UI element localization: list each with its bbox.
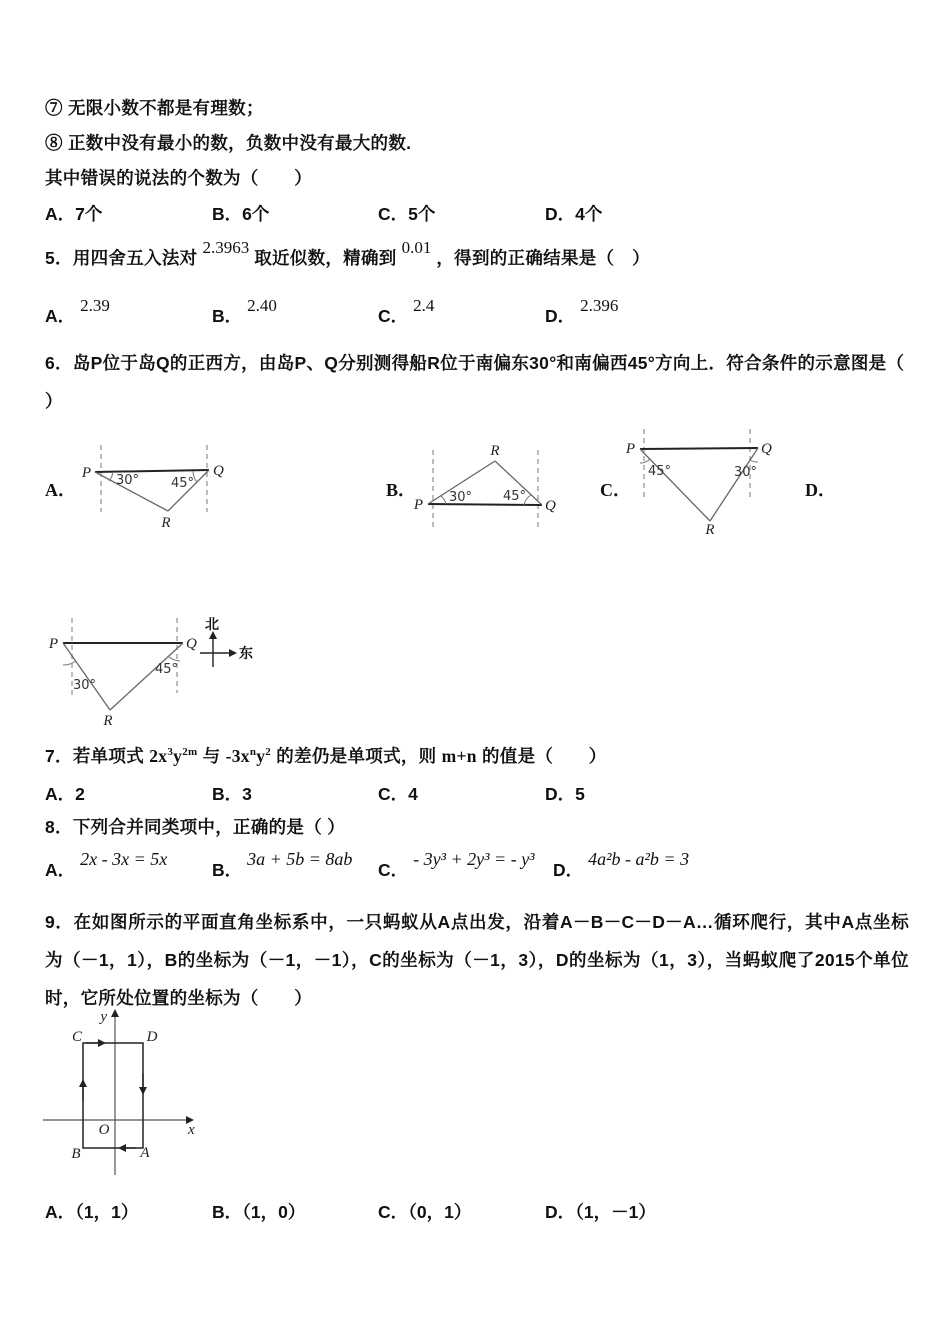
q7-text: 的值是（ ） [476, 746, 607, 766]
q7-math: y [256, 746, 266, 766]
point-p-label: P [413, 497, 423, 513]
point-p-label: P [625, 441, 635, 457]
north-label: 北 [205, 616, 219, 632]
bearing-diagram-d [40, 605, 300, 745]
option-c: C．4 [378, 784, 418, 804]
q7-sup: n [249, 746, 257, 758]
option-d: D．5 [545, 784, 585, 804]
option-expression: - 3y³ + 2y³ = - y³ [413, 849, 535, 869]
option-b: B．3 [212, 784, 252, 804]
q7-text: 与 [197, 746, 226, 766]
angle-q-label: 45° [155, 662, 179, 677]
point-q-label: Q [186, 636, 197, 652]
option-c [378, 849, 540, 882]
question-5 [45, 238, 650, 270]
origin-label: O [98, 1122, 110, 1138]
q7-math: -3x [225, 746, 250, 766]
q9-options-row [45, 1199, 925, 1235]
diagram-c-label: C． [600, 480, 631, 500]
option-d: D．（1，－1） [545, 1202, 656, 1222]
question-7 [45, 745, 607, 770]
point-q-label: Q [213, 463, 224, 479]
point-q-label: Q [545, 498, 556, 514]
question-6-line2: ） [45, 391, 63, 411]
option-letter: D． [553, 860, 584, 880]
point-d-label: D [146, 1029, 158, 1045]
option-c: C．（0，1） [378, 1202, 472, 1222]
q5-text-3: ，得到的正确结果是（ ） [436, 248, 650, 268]
point-p-label: P [48, 636, 58, 652]
option-value: 2.4 [413, 296, 435, 315]
option-a [45, 849, 172, 882]
coordinate-figure [36, 1005, 211, 1183]
q5-number-2: 0.01 [401, 238, 432, 257]
option-letter: D． [545, 306, 576, 326]
point-r-label: R [490, 443, 500, 459]
q7-math: m+n [441, 746, 477, 766]
y-axis-label: y [100, 1009, 107, 1025]
angle-p-label: 30° [116, 473, 140, 488]
statement-8: ⑧ 正数中没有最小的数，负数中没有最大的数. [45, 133, 412, 153]
option-value: 2.40 [247, 296, 277, 315]
q7-sup: 2 [265, 746, 272, 758]
angle-p-label: 30° [449, 490, 473, 505]
point-p-label: P [81, 465, 91, 481]
bearing-diagram-a [40, 430, 290, 545]
option-b [212, 296, 282, 328]
diagram-a-label: A． [45, 480, 76, 500]
q7-math: y [173, 746, 183, 766]
x-axis-label: x [188, 1122, 195, 1138]
bearing-diagram-c [612, 423, 782, 538]
q5-options-row [45, 296, 925, 339]
option-a: A．（1，1） [45, 1202, 139, 1222]
compass-rose [200, 616, 253, 667]
option-b [212, 849, 357, 882]
east-label: 东 [239, 645, 253, 661]
diagram-d-label: D． [805, 480, 836, 500]
angle-p-label: 45° [648, 464, 672, 479]
q7-sup: 3 [167, 746, 174, 758]
diagram-b-label: B． [386, 480, 417, 500]
bearing-diagram-b [408, 438, 563, 538]
option-a: A．7个 [45, 204, 103, 224]
option-letter: A． [45, 306, 76, 326]
q5-text-2: 取近似数，精确到 [254, 248, 397, 268]
option-c [378, 296, 439, 328]
question-9: 9．在如图所示的平面直角坐标系中，一只蚂蚁从A点出发，沿着A－B－C－D－A…循环爬行，其中A点坐标为（－1，1），B的坐标为（－1，－1），C的坐标为（－1，3），D的坐标为（1，3），当蚂蚁爬了2015个单位时，它所处位置的坐标为（ ） [45, 912, 909, 1008]
q7-sup: 2m [182, 746, 198, 758]
statement-7: ⑦ 无限小数不都是有理数； [45, 98, 264, 118]
option-letter: A． [45, 860, 76, 880]
option-d [545, 296, 623, 328]
option-d [553, 849, 694, 882]
option-letter: C． [378, 306, 409, 326]
point-r-label: R [161, 515, 171, 531]
option-expression: 3a + 5b = 8ab [247, 849, 353, 869]
option-d: D．4个 [545, 204, 603, 224]
option-value: 2.39 [80, 296, 110, 315]
question-6-line1: 6．岛P位于岛Q的正西方，由岛P、Q分别测得船R位于南偏东30°和南偏西45°方向上．符合条件的示意图是（ [45, 353, 905, 373]
option-c: C．5个 [378, 204, 436, 224]
q7-math: 2x [149, 746, 168, 766]
q5-number-1: 2.3963 [202, 238, 250, 257]
option-expression: 2x - 3x = 5x [80, 849, 168, 869]
angle-q-label: 30° [734, 465, 758, 480]
option-letter: B． [212, 860, 243, 880]
option-value: 2.396 [580, 296, 619, 315]
q7-options-row [45, 781, 925, 817]
q7-text: 7．若单项式 [45, 746, 150, 766]
point-a-label: A [140, 1145, 150, 1161]
q7-text: 的差仍是单项式，则 [271, 746, 442, 766]
point-r-label: R [103, 713, 113, 729]
option-letter: B． [212, 306, 243, 326]
option-letter: C． [378, 860, 409, 880]
option-b: B．6个 [212, 204, 270, 224]
point-c-label: C [71, 1029, 83, 1045]
q8-options-row [45, 849, 925, 893]
angle-q-label: 45° [171, 476, 195, 491]
statements-question: 其中错误的说法的个数为（ ） [45, 168, 312, 188]
question-8: 8．下列合并同类项中，正确的是（ ） [45, 817, 345, 837]
q5-text-1: 5．用四舍五入法对 [45, 248, 198, 268]
point-r-label: R [705, 522, 715, 538]
option-a: A．2 [45, 784, 85, 804]
point-b-label: B [71, 1146, 81, 1162]
statements-options-row [45, 201, 925, 237]
angle-p-label: 30° [73, 678, 97, 693]
angle-q-label: 45° [503, 489, 527, 504]
option-b: B．（1，0） [212, 1202, 306, 1222]
option-expression: 4a²b - a²b = 3 [588, 849, 690, 869]
option-a [45, 296, 115, 328]
point-q-label: Q [761, 441, 772, 457]
